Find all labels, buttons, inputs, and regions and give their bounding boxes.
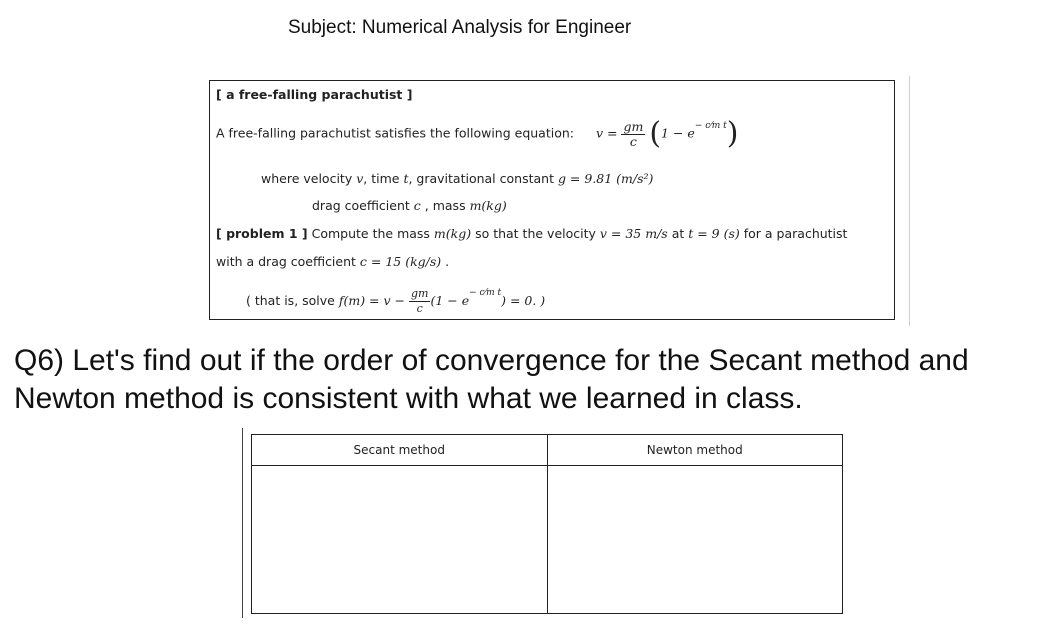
solve-prefix: ( that is, solve: [246, 293, 339, 308]
mass-expr: m(kg): [469, 198, 507, 213]
grav-expr: g = 9.81 (m/s²): [557, 171, 654, 186]
problem-line-1: [216, 226, 847, 241]
equation-lhs: v =: [595, 125, 618, 141]
answer-table: [251, 434, 843, 614]
problem-box-title: [ a free-falling parachutist ]: [216, 87, 413, 102]
var-t: t: [403, 171, 409, 186]
problem-v: v = 35 m/s: [599, 226, 668, 241]
problem-label: [ problem 1 ]: [216, 226, 308, 241]
newton-answer-cell[interactable]: [547, 466, 843, 614]
right-paren: ): [726, 116, 739, 151]
solve-line: [246, 287, 545, 316]
paren-inner: 1 − e: [661, 125, 695, 141]
problem-text-4: for a parachutist: [739, 226, 848, 241]
problem-line2-b: .: [441, 254, 450, 269]
problem-m: m(kg): [433, 226, 472, 241]
time-label: , time: [363, 171, 404, 186]
var-v: v: [356, 171, 364, 186]
left-paren: (: [649, 116, 662, 151]
exponent: − c⁄m t: [694, 120, 727, 131]
header-secant-method: Secant method: [252, 435, 548, 466]
equation-intro: A free-falling parachutist satisfies the following equation:: [216, 125, 574, 141]
subject-title: Subject: Numerical Analysis for Engineer: [288, 17, 632, 38]
question-q6: Q6) Let's find out if the order of convergence for the Secant method and Newton method is consistent with what we learned in class.: [14, 344, 969, 415]
fraction-denominator: c: [629, 133, 637, 149]
table-left-rule: [242, 428, 243, 618]
solve-suffix-b: ) = 0. ): [501, 293, 546, 308]
solve-fraction: [409, 287, 430, 316]
drag-line: [312, 198, 507, 213]
problem-line-2: [216, 254, 449, 269]
table-header-row: [252, 435, 843, 466]
problem-line2-a: with a drag coefficient: [216, 254, 360, 269]
solve-fraction-denominator: c: [416, 302, 423, 315]
drag-label: drag coefficient: [312, 198, 414, 213]
solve-exponent: − c⁄m t: [469, 288, 502, 298]
right-divider: [909, 76, 910, 326]
mass-label: , mass: [420, 198, 470, 213]
equation-line: [216, 116, 739, 151]
problem-text-2: so that the velocity: [471, 226, 600, 241]
equation-fraction: [621, 120, 645, 149]
where-label: where velocity: [261, 171, 357, 186]
solve-f: f(m) = v −: [338, 293, 406, 308]
where-line: [261, 171, 653, 186]
secant-answer-cell[interactable]: [252, 466, 548, 614]
problem-text-3: at: [667, 226, 689, 241]
grav-label: , gravitational constant: [408, 171, 558, 186]
problem-box: [209, 80, 895, 320]
var-c: c: [413, 198, 421, 213]
header-newton-method: Newton method: [547, 435, 843, 466]
problem-t: t = 9 (s): [688, 226, 740, 241]
problem-line2-c: c = 15 (kg/s): [359, 254, 442, 269]
answer-row: [252, 466, 843, 614]
solve-fraction-numerator: gm: [411, 287, 429, 300]
fraction-numerator: gm: [623, 118, 644, 134]
problem-text-1: Compute the mass: [311, 226, 434, 241]
solve-suffix-a: (1 − e: [430, 293, 470, 308]
